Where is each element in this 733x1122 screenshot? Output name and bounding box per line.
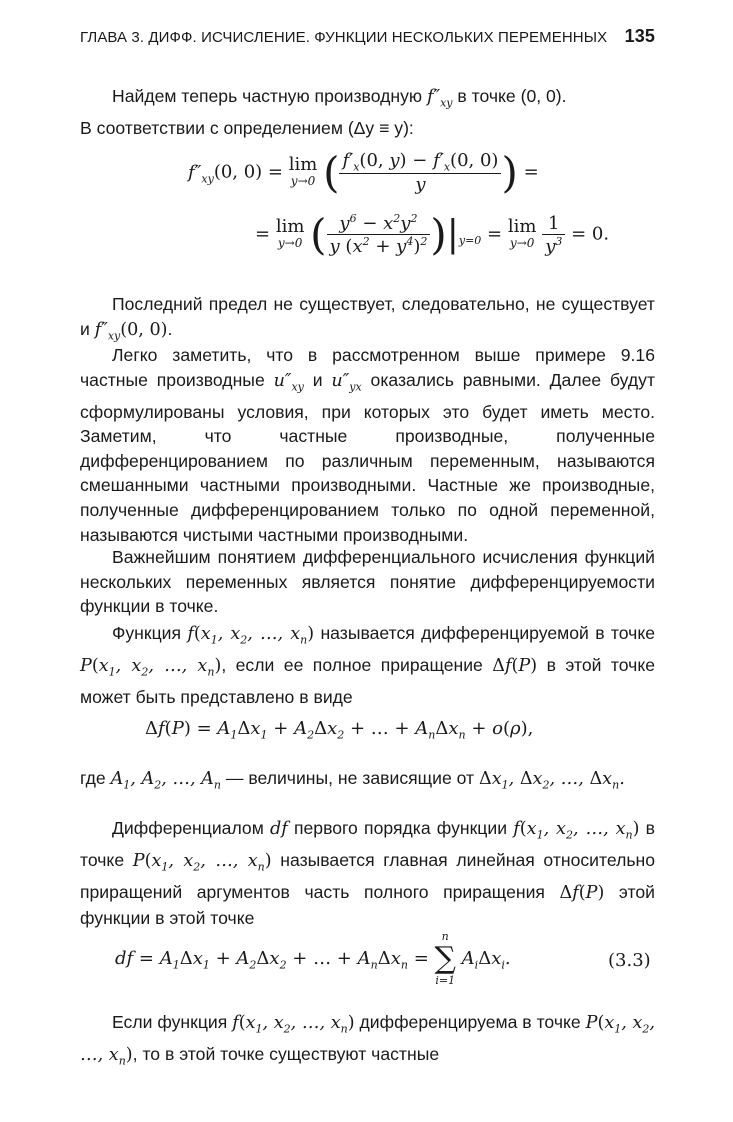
text: и	[312, 369, 323, 390]
text: этой функции в этой точке	[80, 882, 655, 928]
page-number: 135	[624, 26, 655, 46]
text: Дифференциалом	[112, 818, 264, 838]
paragraph-4	[80, 545, 655, 619]
text: в точке (0, 0).	[457, 86, 567, 106]
text: называется главная линейная относительно приращений аргументов часть полного приращения	[80, 850, 655, 903]
text: называется дифференцируемой в точке	[320, 623, 656, 643]
text: оказались равными. Далее будут сформулированы условия, при которых это будет иметь место. Заметим, что частные производные, полученные дифференцированием по различным переменным, называются смешанными частными производными. Частные же производные, полученные дифференцированием только по одной переменной, называются чистыми частными производными.	[80, 369, 656, 545]
paragraph-1	[80, 84, 655, 141]
text: дифференцируема в точке	[359, 1012, 581, 1032]
paragraph-7: Дифференциалом df первого порядка функции $f(x_1$, $x_2$, …, $x_n$) в точке $P(x_1$, $x_2$, …, $x_n$) называется главная линейная относительно приращений аргументов часть полного приращения Δf(P) этой функции в этой точке	[80, 818, 656, 928]
formula-limit-line-1: $f''_{xy}(0$, 0) = lim y→0 ( $\frac{f'_x(0, y) - f'_x(0, 0)}{y}$ ) =	[188, 148, 539, 197]
paragraph-8: Если функция $f(x_1$, $x_2$, …, $x_n$) дифференцируема в точке $P(x_1$, $x_2$, …, $x_n$), то в этой точке существуют частные	[80, 1012, 655, 1068]
formula-differential: df = $A_1\Delta x_1 + A_2\Delta x_2$ + … + $A_n\Delta x_n$ = n ∑ i=1 $A_i\Delta x_i$.	[115, 930, 511, 987]
text: — величины, не зависящие от	[225, 768, 475, 788]
paragraph-2: Последний предел не существует, следовательно, не существует и $f''_{xy}(0$, 0).	[80, 294, 655, 343]
text: первого порядка функции	[294, 818, 508, 838]
formula-increment: $\Delta f(P) = A_1\Delta x_1 + A_2\Delta x_2$ + … + $A_n\Delta x_n + o(\rho)$,	[145, 718, 534, 742]
text: Легко заметить, что в рассмотренном выше примере 9.16 частные производные	[80, 345, 655, 390]
running-header	[80, 26, 655, 47]
text: где	[80, 768, 106, 788]
paragraph-6: где $A_1$, $A_2$, …, $A_n$ — величины, не зависящие от $\Delta x_1$, $\Delta x_2$, …, $\Delta x_n$.	[80, 768, 625, 792]
text: , то в этой точке существуют частные	[132, 1044, 440, 1065]
equation-number: (3.3)	[608, 950, 651, 971]
text: В соответствии с определением (Δy ≡ y):	[80, 118, 414, 139]
text: .	[167, 318, 173, 339]
text: Последний предел не существует, следовательно, не существует и	[80, 294, 655, 339]
text: в точке	[80, 818, 656, 871]
formula-limit-line-2: = lim y→0 ( $\frac{y^6 - x^2y^2}{y (x^2 + y^4)^2}$ )$|_{y=0}$ = lim y→0 $\frac{1}{y^3}$ = 0.	[255, 210, 610, 259]
text: Функция	[112, 623, 182, 643]
text: , если ее полное приращение	[221, 655, 483, 676]
text: Найдем теперь частную производную	[112, 86, 423, 106]
text: в этой точке может быть представлено в виде	[80, 655, 655, 708]
text: Если функция	[112, 1012, 228, 1032]
header-title: ГЛАВА 3. ДИФФ. ИСЧИСЛЕНИЕ. ФУНКЦИИ НЕСКОЛЬКИХ ПЕРЕМЕННЫХ	[80, 29, 608, 46]
text: Важнейшим понятием дифференциального исчисления функций нескольких переменных является понятие дифференцируемости функции в точке.	[80, 547, 655, 617]
math-fxy: $f''_{xy}$	[426, 87, 453, 110]
paragraph-3: Легко заметить, что в рассмотренном выше примере 9.16 частные производные $u''_{xy}$ и $u''_{yx}$ оказались равными. Далее будут сформулированы условия, при которых это будет иметь место. Заметим, что частные производные, полученные дифференцированием по различным переменным, называются смешанными частными производными. Частные же производные, полученные дифференцированием только по одной переменной, называются чистыми частными производными.	[80, 345, 656, 545]
paragraph-5: Функция $f(x_1$, $x_2$, …, $x_n$) называется дифференцируемой в точке $P(x_1$, $x_2$, …, $x_n$), если ее полное приращение Δf(P) в этой точке может быть представлено в виде	[80, 623, 656, 708]
page	[80, 0, 655, 1122]
